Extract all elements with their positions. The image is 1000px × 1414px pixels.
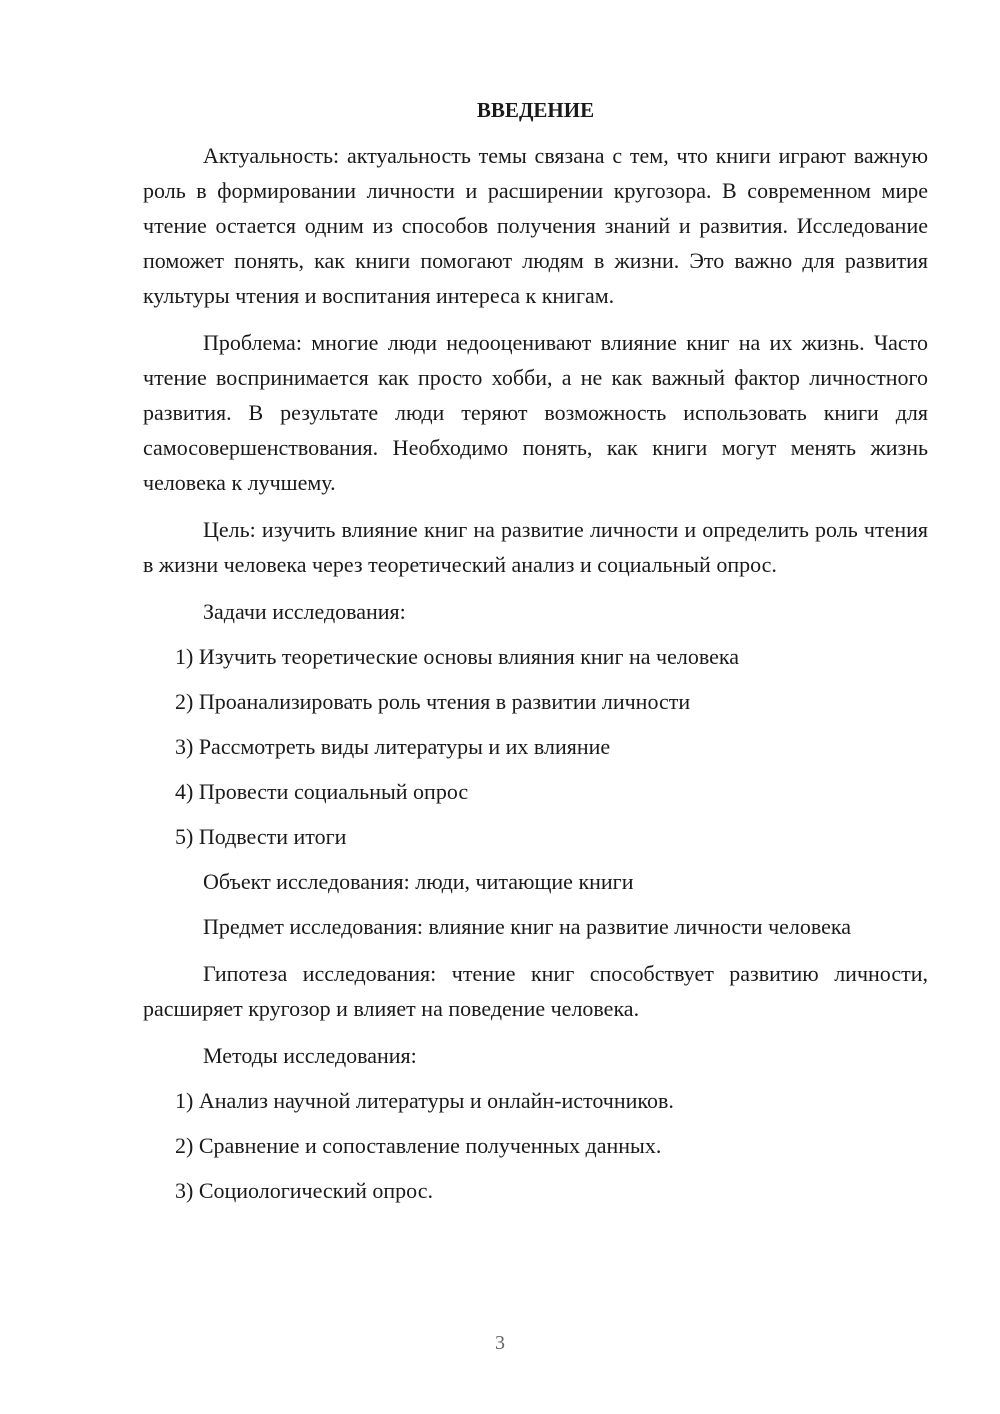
subject-paragraph: Предмет исследования: влияние книг на развитие личности человека	[203, 914, 852, 939]
method-item: 2) Сравнение и сопоставление полученных данных.	[175, 1133, 662, 1158]
problem-paragraph: Проблема: многие люди недооценивают влияние книг на их жизнь. Часто чтение воспринимается как просто хобби, а не как важный фактор личностного развития. В результате люди теряют возможность использовать книги для самосовершенствования. Необходимо понять, как книги могут менять жизнь человека к лучшему.	[143, 330, 928, 495]
methods-label: Методы исследования:	[203, 1043, 417, 1068]
goal-paragraph: Цель: изучить влияние книг на развитие личности и определить роль чтения в жизни человека через теоретический анализ и социальный опрос.	[143, 517, 928, 577]
tasks-list	[143, 639, 928, 854]
task-item: 3) Рассмотреть виды литературы и их влияние	[175, 734, 611, 759]
task-item: 1) Изучить теоретические основы влияния книг на человека	[175, 644, 739, 669]
tasks-label: Задачи исследования:	[203, 599, 406, 624]
object-paragraph: Объект исследования: люди, читающие книги	[203, 869, 634, 894]
page-number: 3	[495, 1332, 505, 1354]
task-item: 2) Проанализировать роль чтения в развитии личности	[175, 689, 691, 714]
section-heading: ВВЕДЕНИЕ	[476, 98, 595, 122]
hypothesis-paragraph: Гипотеза исследования: чтение книг способствует развитию личности, расширяет кругозор и влияет на поведение человека.	[143, 961, 928, 1021]
relevance-paragraph: Актуальность: актуальность темы связана с тем, что книги играют важную роль в формировании личности и расширении кругозора. В современном мире чтение остается одним из способов получения знаний и развития. Исследование поможет понять, как книги помогают людям в жизни. Это важно для развития культуры чтения и воспитания интереса к книгам.	[143, 143, 928, 308]
methods-list	[143, 1083, 928, 1208]
document-page	[143, 92, 928, 1218]
task-item: 5) Подвести итоги	[175, 824, 347, 849]
method-item: 3) Социологический опрос.	[175, 1178, 433, 1203]
task-item: 4) Провести социальный опрос	[175, 779, 469, 804]
method-item: 1) Анализ научной литературы и онлайн-источников.	[175, 1088, 674, 1113]
